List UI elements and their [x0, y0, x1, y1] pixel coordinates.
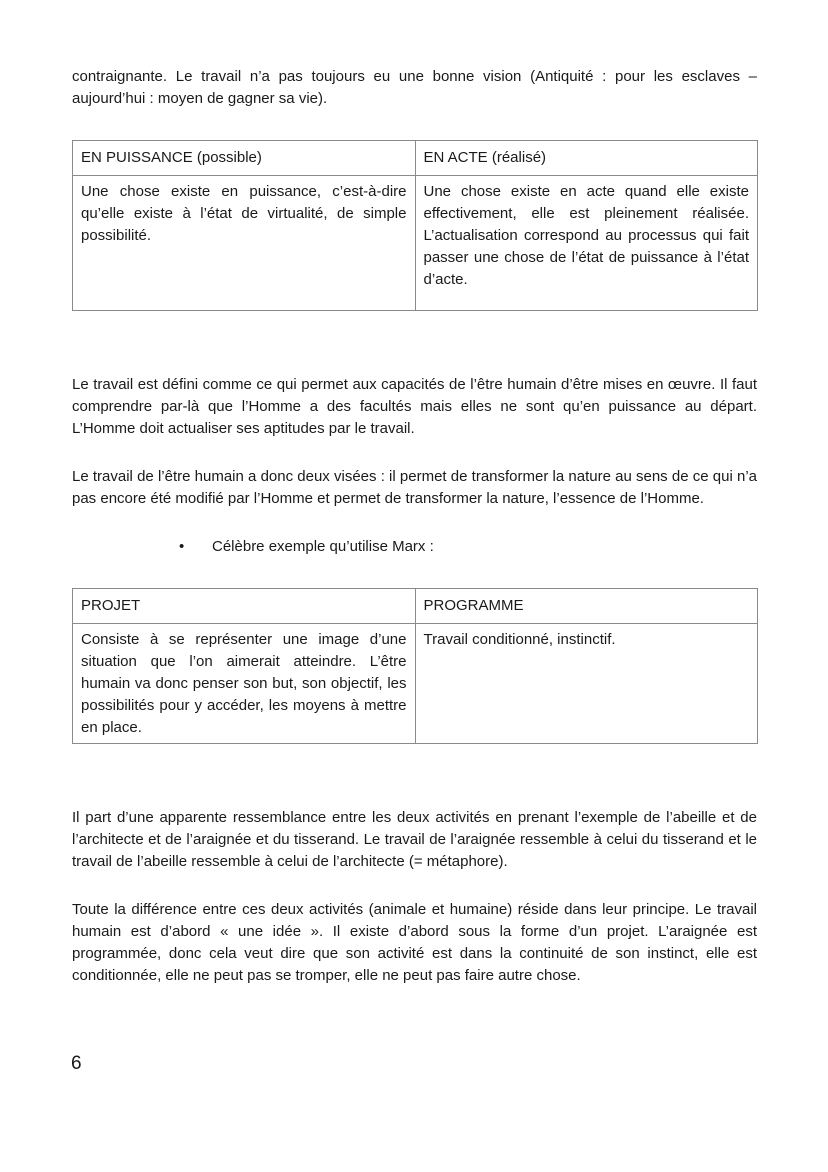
table-header-row [73, 141, 758, 176]
table-row [73, 176, 758, 311]
table-header-projet: PROJET [73, 589, 416, 624]
table-row [73, 624, 758, 744]
table-cell-programme: Travail conditionné, instinctif. [415, 624, 758, 744]
table-header-acte: EN ACTE (réalisé) [415, 141, 758, 176]
table-header-programme: PROGRAMME [415, 589, 758, 624]
table-header-row [73, 589, 758, 624]
bullet-item [72, 536, 757, 558]
paragraph-travail-defini: Le travail est défini comme ce qui permet aux capacités de l’être humain d’être mises en œuvre. Il faut comprendre par-là que l’Homme a des facultés mais elles ne sont qu’en puissance au départ. L’Homme doit actualiser ses aptitudes par le travail. [72, 376, 757, 437]
paragraph-deux-visees: Le travail de l’être humain a donc deux visées : il permet de transformer la nature au sens de ce qui n’a pas encore été modifié par l’Homme et permet de transformer la nature, l’essence de l’Homme. [72, 468, 757, 507]
bullet-text: Célèbre exemple qu’utilise Marx : [212, 538, 434, 555]
page-number: 6 [71, 1053, 82, 1074]
paragraph-ressemblance: Il part d’une apparente ressemblance entre les deux activités en prenant l’exemple de l’abeille et de l’architecte et de l’araignée et du tisserand. Le travail de l’araignée ressemble à celui du tisserand et le travail de l’abeille ressemble à celui de l’architecte (= métaphore). [72, 809, 757, 870]
table-cell-projet: Consiste à se représenter une image d’une situation que l’on aimerait atteindre. L’être humain va donc penser son but, son objectif, les possibilités pour y accéder, les moyens à mettre en place. [73, 624, 416, 744]
table-cell-acte: Une chose existe en acte quand elle existe effectivement, elle est pleinement réalisée. L’actualisation correspond au processus qui fait passer une chose de l’état de puissance à l’état d’acte. [415, 176, 758, 311]
bullet-icon: • [179, 538, 185, 555]
paragraph-difference: Toute la différence entre ces deux activités (animale et humaine) réside dans leur principe. Le travail humain est d’abord « une idée ». Il existe d’abord sous la forme d’un projet. L’araignée est programmée, donc cela veut dire que son activité est dans la continuité de son instinct, elle est conditionnée, elle ne peut pas se tromper, elle ne peut pas faire autre chose. [72, 901, 757, 984]
puissance-acte-table [72, 140, 758, 311]
table-cell-puissance: Une chose existe en puissance, c’est-à-dire qu’elle existe à l’état de virtualité, de simple possibilité. [73, 176, 416, 311]
document-page [72, 66, 757, 987]
table-header-puissance: EN PUISSANCE (possible) [73, 141, 416, 176]
intro-paragraph: contraignante. Le travail n’a pas toujours eu une bonne vision (Antiquité : pour les esclaves – aujourd’hui : moyen de gagner sa vie). [72, 68, 757, 107]
projet-programme-table [72, 588, 758, 744]
